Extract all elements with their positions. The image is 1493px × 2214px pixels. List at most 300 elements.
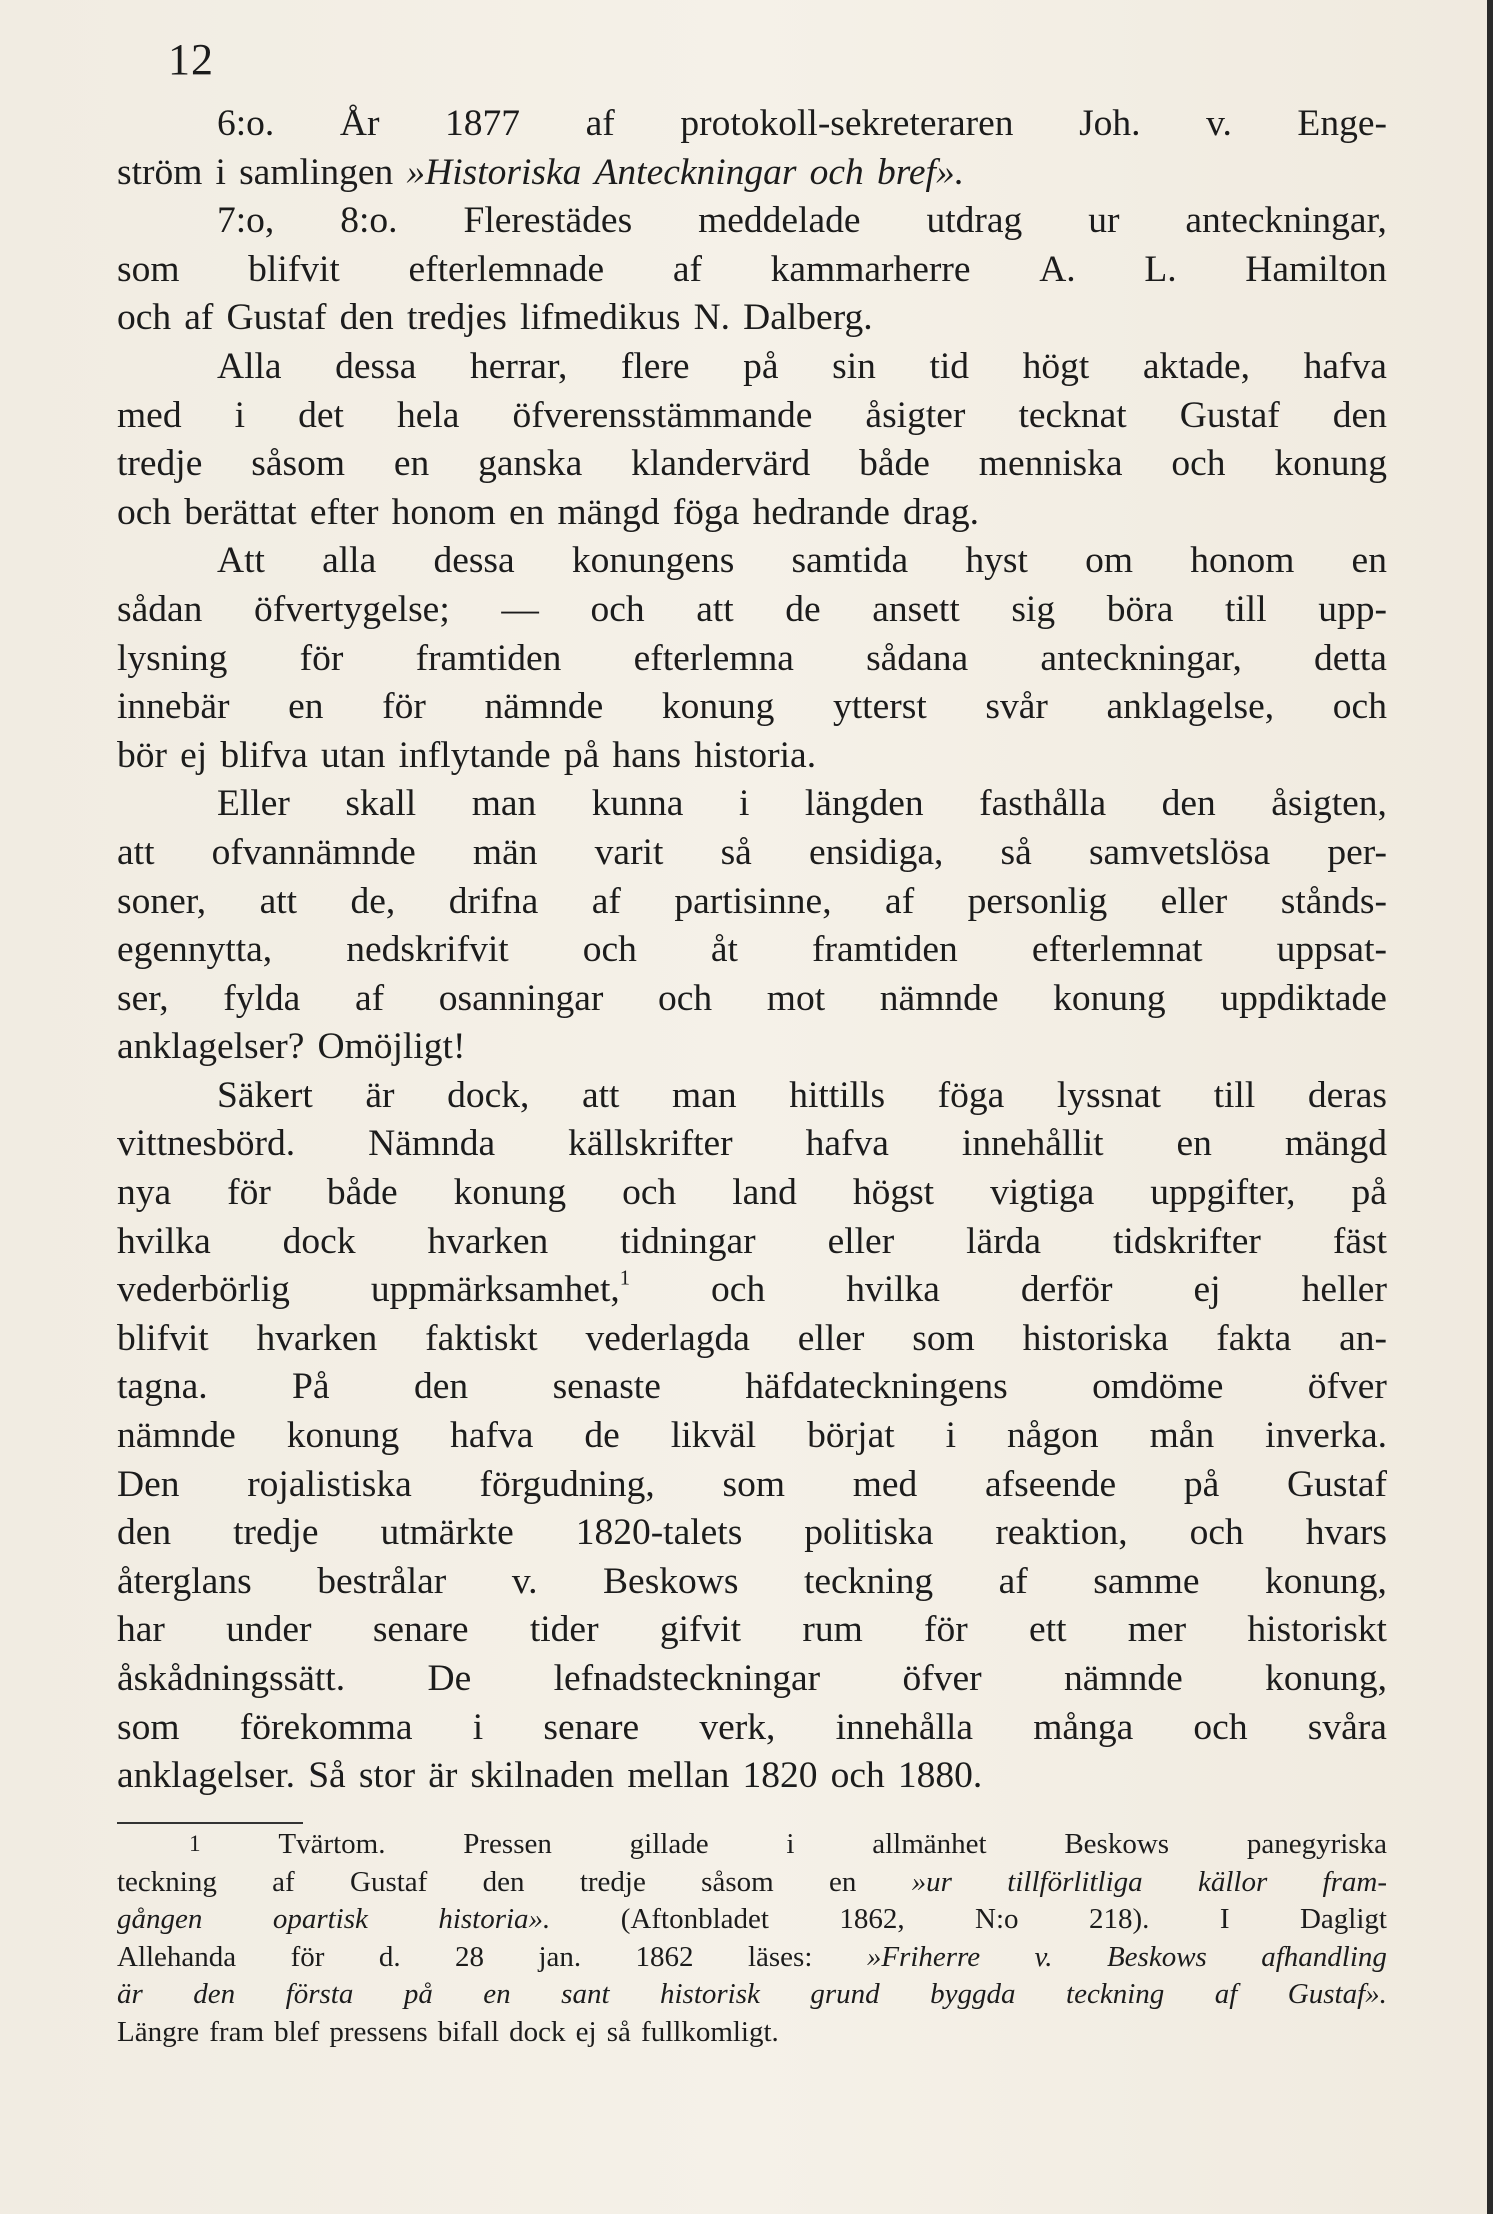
body-word: på <box>563 734 600 776</box>
body-word: De <box>427 1658 472 1699</box>
body-word: hittills <box>789 1074 886 1116</box>
body-line <box>117 683 1387 732</box>
body-word: skall <box>345 783 417 825</box>
foot-word: »Friherre <box>866 1940 981 1973</box>
foot-word: opartisk <box>272 1903 368 1935</box>
body-word: anklagelser? <box>117 1026 305 1068</box>
foot-word: såsom <box>701 1865 774 1898</box>
foot-word: är <box>117 1978 143 2010</box>
body-word: historia. <box>694 734 817 776</box>
foot-word: Gustaf». <box>1287 1978 1387 2010</box>
body-word: öfver <box>1307 1366 1387 1408</box>
foot-word: läses: <box>747 1940 813 1973</box>
body-word: och <box>622 1172 677 1214</box>
body-word: och <box>582 929 637 971</box>
body-word: v. <box>511 1560 538 1602</box>
body-word: tider <box>529 1609 599 1651</box>
foot-word: fullkomligt. <box>641 2015 779 2048</box>
body-word: till <box>1224 588 1267 630</box>
foot-word: den <box>193 1978 236 2010</box>
body-word: inverka. <box>1265 1415 1387 1457</box>
body-word: uppmärksamhet,$^1$ <box>370 1267 631 1311</box>
body-word: protokoll-sekreteraren <box>680 103 1014 144</box>
body-word: menniska <box>978 443 1123 485</box>
foot-line <box>117 1826 1387 1864</box>
body-word: och <box>830 1755 885 1797</box>
body-word: fylda <box>223 977 301 1019</box>
body-word: efterlemnade <box>408 248 605 290</box>
body-word: Enge- <box>1297 103 1387 144</box>
body-line <box>117 1558 1387 1607</box>
body-word: mån <box>1149 1415 1215 1457</box>
foot-word: v. <box>1034 1940 1053 1973</box>
body-word: för <box>227 1172 271 1214</box>
body-word: är <box>428 1755 458 1797</box>
body-word: ytterst <box>833 686 927 728</box>
body-word: konung <box>1053 977 1166 1019</box>
body-word: svår <box>985 686 1048 728</box>
body-line <box>117 780 1387 829</box>
body-line <box>117 1072 1387 1121</box>
body-word: »Historiska <box>406 151 582 193</box>
foot-word: på <box>403 1978 433 2010</box>
body-word: med <box>117 394 182 436</box>
body-word: innehålla <box>835 1706 974 1748</box>
body-word: deras <box>1307 1074 1387 1116</box>
body-word: historiskt <box>1247 1609 1387 1651</box>
body-word: en <box>288 686 324 728</box>
body-word: Den <box>117 1463 180 1505</box>
body-word: dessa <box>433 540 515 582</box>
body-word: hvilka <box>846 1269 940 1311</box>
body-word: under <box>226 1609 312 1651</box>
body-word: hyst <box>965 540 1028 582</box>
body-word: lysning <box>117 637 228 679</box>
body-word: historiska <box>1022 1317 1169 1359</box>
body-word: N. <box>693 297 731 339</box>
body-word: partisinne, <box>674 880 832 922</box>
foot-word: en <box>483 1978 511 2010</box>
body-line <box>117 197 1387 246</box>
body-word: af <box>354 977 385 1019</box>
body-word: vederbörlig <box>117 1269 290 1311</box>
body-word: förgudning, <box>479 1463 655 1505</box>
body-word: kammarherre <box>770 248 971 290</box>
body-word: ur <box>1088 200 1120 242</box>
body-word: en <box>393 443 430 485</box>
body-word: flere <box>620 345 690 387</box>
body-word: tredje <box>117 443 203 485</box>
body-word: hafva <box>805 1123 889 1165</box>
body-word: den <box>413 1366 469 1408</box>
body-word: att <box>117 831 155 873</box>
foot-word: panegyriska <box>1246 1828 1387 1860</box>
body-word: herrar, <box>469 345 568 387</box>
body-word: mängd <box>1284 1123 1387 1165</box>
foot-word: historia». <box>438 1903 551 1935</box>
body-word: omdöme <box>1092 1366 1224 1408</box>
body-word: bör <box>117 734 167 776</box>
body-word: aktade, <box>1142 345 1251 387</box>
foot-word: Dagligt <box>1299 1903 1387 1935</box>
body-word: och <box>1189 1512 1244 1554</box>
body-word: 1820-talets <box>575 1512 743 1554</box>
foot-word: jan. <box>538 1940 582 1973</box>
body-word: likväl <box>670 1415 757 1457</box>
body-word: en <box>1176 1123 1212 1165</box>
body-word: samme <box>1093 1560 1200 1602</box>
body-word: öfverensstämmande <box>512 394 813 436</box>
body-word: meddelade <box>698 200 861 242</box>
body-word: alla <box>322 540 377 582</box>
body-word: hvarken <box>427 1220 549 1262</box>
foot-word: teckning <box>1066 1978 1165 2010</box>
body-word: fakta <box>1216 1317 1292 1359</box>
body-word: v. <box>1206 103 1232 144</box>
body-word: honom <box>1190 540 1295 582</box>
body-word: man <box>672 1074 737 1116</box>
body-line <box>117 732 1387 781</box>
body-word: tidskrifter <box>1113 1220 1261 1262</box>
body-word: har <box>117 1609 165 1651</box>
body-word: personlig <box>967 880 1108 922</box>
body-word: återglans <box>117 1560 252 1602</box>
body-word: och <box>711 1269 766 1311</box>
body-word: bestrålar <box>317 1560 447 1602</box>
body-word: tredje <box>233 1512 319 1554</box>
body-word: konung <box>286 1415 400 1457</box>
body-word: en <box>1351 540 1387 582</box>
body-word: anteckningar, <box>1185 200 1387 242</box>
body-word: upp- <box>1318 588 1387 630</box>
body-word: till <box>1213 1074 1256 1116</box>
body-word: ensidiga, <box>809 831 944 873</box>
body-word: blifva <box>220 734 308 776</box>
body-word: efterlemnat <box>1031 929 1203 971</box>
body-word: konung, <box>1265 1560 1387 1602</box>
body-word: ström <box>117 151 203 193</box>
body-word: efterlemna <box>633 637 794 679</box>
body-word: tredjes <box>406 297 507 339</box>
foot-word: dock <box>509 2015 566 2048</box>
body-word: A. <box>1039 248 1076 290</box>
body-word: längden <box>804 783 924 825</box>
body-word: Gustaf <box>226 297 327 339</box>
body-word: i <box>945 1415 957 1457</box>
body-word: börjat <box>807 1415 895 1457</box>
body-word: förekomma <box>239 1706 413 1748</box>
body-word: ansett <box>872 588 960 630</box>
body-word: rojalistiska <box>247 1463 412 1505</box>
body-line <box>117 1266 1387 1315</box>
body-word: och <box>117 491 172 533</box>
foot-word: d. <box>378 1940 401 1973</box>
foot-word: historisk <box>659 1978 760 2010</box>
body-word: Gustaf <box>1179 394 1280 436</box>
body-word: konung, <box>1265 1658 1387 1699</box>
foot-word: Pressen <box>463 1828 552 1860</box>
foot-word: gillade <box>629 1828 709 1860</box>
body-line <box>117 440 1387 489</box>
body-word: efter <box>309 491 379 533</box>
body-word: eller <box>1160 880 1228 922</box>
body-word: berättat <box>184 491 297 533</box>
body-word: anteckningar, <box>1040 637 1242 679</box>
body-line <box>117 878 1387 927</box>
foot-line <box>117 1864 1387 1902</box>
foot-word: 1862 <box>635 1940 694 1973</box>
body-word: af <box>184 297 214 339</box>
body-line <box>117 343 1387 392</box>
footnote-marker: 1 <box>619 1267 631 1290</box>
body-word: Nämnda <box>368 1123 496 1165</box>
body-word: dock, <box>447 1074 530 1116</box>
body-word: de <box>785 588 821 630</box>
foot-word: den <box>482 1865 525 1898</box>
body-word: gifvit <box>659 1609 742 1651</box>
body-word: med <box>852 1463 918 1505</box>
body-word: om <box>1085 540 1133 582</box>
body-word: sin <box>832 345 876 387</box>
body-word: innebär <box>117 686 230 728</box>
body-word: åskådningssätt. <box>117 1658 346 1699</box>
foot-line <box>117 1976 1387 2014</box>
body-line <box>117 1412 1387 1461</box>
foot-word: allmänhet <box>872 1828 987 1860</box>
body-word: nya <box>117 1172 172 1214</box>
body-word: land <box>732 1172 797 1214</box>
body-word: att <box>696 588 734 630</box>
body-word: fasthålla <box>979 783 1107 825</box>
body-word: rum <box>802 1609 863 1651</box>
body-word: och <box>117 297 172 339</box>
body-word: soner, <box>117 880 207 922</box>
body-word: tagna. <box>117 1366 208 1408</box>
body-word: detta <box>1314 637 1387 679</box>
page-number: 12 <box>168 35 214 84</box>
body-word: 6:o. <box>217 103 275 144</box>
body-word: tecknat <box>1018 394 1127 436</box>
body-word: att <box>259 880 298 922</box>
foot-word: första <box>285 1978 354 2010</box>
body-word: hvilka <box>117 1220 211 1262</box>
body-word: faktiskt <box>425 1317 538 1359</box>
body-word: teckning <box>803 1560 934 1602</box>
foot-word: byggda <box>930 1978 1016 2010</box>
body-word: som <box>912 1317 975 1359</box>
body-line <box>117 1023 1387 1072</box>
body-word: det <box>298 394 344 436</box>
body-word: ett <box>1029 1609 1067 1651</box>
body-word: kunna <box>591 783 684 825</box>
body-word: Så <box>308 1755 346 1797</box>
body-word: drifna <box>448 880 539 922</box>
body-word: både <box>859 443 930 485</box>
body-word: framtiden <box>812 929 958 971</box>
foot-word: en <box>828 1865 857 1898</box>
body-word: konungens <box>571 540 735 582</box>
foot-word: fram <box>209 2015 265 2048</box>
page-edge-shadow <box>1487 0 1493 2214</box>
body-word: Dalberg. <box>743 297 873 339</box>
foot-line <box>117 2014 1387 2052</box>
body-word: sådan <box>117 588 203 630</box>
body-word: ej <box>180 734 208 776</box>
body-word: öfvertygelse; <box>253 588 450 630</box>
body-word: afseende <box>985 1463 1117 1505</box>
body-word: åsigter <box>865 394 966 436</box>
body-word: den <box>1332 394 1387 436</box>
foot-word: »ur <box>911 1865 952 1898</box>
body-word: på <box>743 345 779 387</box>
foot-word: (Aftonbladet <box>620 1903 769 1935</box>
body-word: osanningar <box>438 977 604 1019</box>
body-line <box>117 1120 1387 1169</box>
foot-word: teckning <box>117 1865 217 1898</box>
foot-word: 218). <box>1088 1903 1150 1935</box>
body-word: hvarken <box>256 1317 378 1359</box>
body-line <box>117 1606 1387 1655</box>
body-word: År <box>339 103 380 144</box>
body-word: drag. <box>903 491 980 533</box>
body-word: derför <box>1020 1269 1113 1311</box>
body-word: tidningar <box>620 1220 756 1262</box>
body-word: i <box>472 1706 484 1748</box>
body-word: af <box>885 880 915 922</box>
body-word: nämnde <box>117 1415 236 1457</box>
body-line <box>117 829 1387 878</box>
body-word: den <box>339 297 394 339</box>
body-word: Alla <box>217 345 282 387</box>
body-word: anklagelser. <box>117 1755 296 1797</box>
body-line <box>117 1704 1387 1753</box>
body-word: uppdiktade <box>1220 977 1387 1019</box>
foot-word: gången <box>117 1903 203 1935</box>
body-word: och <box>809 151 864 193</box>
body-word: och <box>1332 686 1387 728</box>
body-word: af <box>998 1560 1028 1602</box>
body-word: skilnaden <box>470 1755 615 1797</box>
body-word: uppsat- <box>1276 929 1387 971</box>
body-word: är <box>365 1074 395 1116</box>
body-word: 7:o, <box>217 200 275 242</box>
body-word: verk, <box>699 1706 776 1748</box>
body-word: i <box>234 394 246 436</box>
body-word: 1877 <box>445 103 521 144</box>
body-word: hedrande <box>752 491 890 533</box>
body-word: sig <box>1011 588 1056 630</box>
body-word: eller <box>797 1317 865 1359</box>
body-word: hans <box>612 734 682 776</box>
foot-word: för <box>290 1940 325 1973</box>
body-line <box>117 100 1387 149</box>
body-word: dock <box>282 1220 356 1262</box>
body-word: utan <box>320 734 386 776</box>
body-word: den <box>117 1512 172 1554</box>
body-word: af <box>591 880 621 922</box>
body-word: lyssnat <box>1056 1074 1162 1116</box>
body-text <box>117 100 1387 1801</box>
body-word: reaktion, <box>995 1512 1128 1554</box>
body-line <box>117 926 1387 975</box>
body-word: vittnesbörd. <box>117 1123 296 1165</box>
body-word: både <box>326 1172 398 1214</box>
body-word: senare <box>372 1609 469 1651</box>
body-word: konung <box>453 1172 567 1214</box>
body-line <box>117 489 1387 538</box>
foot-word: Allehanda <box>117 1940 237 1973</box>
body-word: Beskows <box>603 1560 739 1602</box>
body-word: 1820 <box>742 1755 818 1797</box>
body-word: böra <box>1106 588 1174 630</box>
body-word: många <box>1033 1706 1134 1748</box>
foot-word: Tvärtom. <box>278 1828 386 1860</box>
body-word: uppgifter, <box>1150 1172 1296 1214</box>
body-word: honom <box>391 491 496 533</box>
body-word: åt <box>710 929 738 971</box>
body-word: män <box>472 831 538 873</box>
foot-word: afhandling <box>1261 1940 1387 1973</box>
body-word: klandervärd <box>631 443 811 485</box>
body-word: konung <box>1274 443 1387 485</box>
body-line <box>117 635 1387 684</box>
body-word: senaste <box>552 1366 661 1408</box>
body-word: fäst <box>1332 1220 1387 1262</box>
footnotes <box>117 1826 1387 2051</box>
body-word: öfver <box>902 1658 982 1699</box>
foot-word: bifall <box>437 2015 499 2048</box>
foot-word: i <box>786 1828 795 1860</box>
body-word: i <box>738 783 750 825</box>
body-line <box>117 586 1387 635</box>
body-word: framtiden <box>415 637 562 679</box>
body-word: eller <box>827 1220 895 1262</box>
body-word: mot <box>766 977 826 1019</box>
foot-word: Beskows <box>1106 1940 1207 1973</box>
foot-word: af <box>1214 1978 1238 2010</box>
body-word: politiska <box>804 1512 934 1554</box>
body-word: — <box>501 588 539 630</box>
body-word: varit <box>594 831 664 873</box>
body-word: sådana <box>866 637 969 679</box>
body-word: källskrifter <box>568 1123 733 1165</box>
body-word: ej <box>1193 1269 1221 1311</box>
body-word: anklagelse, <box>1106 686 1275 728</box>
body-word: Flerestädes <box>463 200 633 242</box>
body-line <box>117 1363 1387 1412</box>
body-word: 8:o. <box>340 200 398 242</box>
foot-word: Gustaf <box>350 1865 428 1898</box>
body-word: att <box>581 1074 620 1116</box>
body-word: Anteckningar <box>594 151 797 193</box>
foot-word: tillförlitliga <box>1007 1865 1143 1898</box>
body-word: någon <box>1007 1415 1099 1457</box>
body-word: och <box>590 588 645 630</box>
body-word: på <box>1183 1463 1220 1505</box>
body-word: På <box>292 1366 330 1408</box>
body-word: och <box>657 977 713 1019</box>
body-word: af <box>585 103 615 144</box>
body-word: Hamilton <box>1245 248 1387 290</box>
body-word: högt <box>1022 345 1090 387</box>
foot-word: grund <box>810 1978 880 2010</box>
body-word: lefnadsteckningar <box>553 1658 821 1699</box>
body-word: så <box>720 831 752 873</box>
body-word: mellan <box>627 1755 730 1797</box>
body-word: som <box>722 1463 786 1505</box>
body-word: konung <box>661 686 775 728</box>
body-line <box>117 1655 1387 1704</box>
